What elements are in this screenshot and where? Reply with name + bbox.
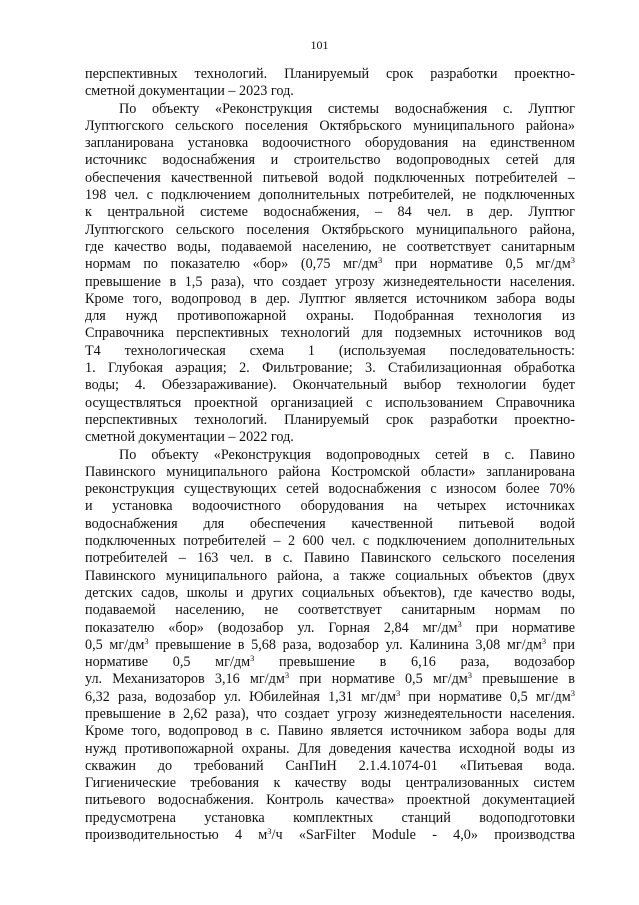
text-line: Кроме того, водопровод в дер. Луптюг является источником забора воды (85, 290, 575, 307)
text-line: нужд противопожарной охраны. Для доведения качества исходной воды из (85, 740, 575, 757)
text-line: превышение в 1,5 раза), что создает угрозу жизнедеятельности населения. (85, 273, 575, 290)
document-body (85, 66, 575, 844)
page-number: 101 (310, 38, 329, 52)
text-line: сметной документации – 2022 год. (85, 429, 294, 446)
text-line: Гигиенические требования к качеству воды централизованных систем (85, 775, 575, 792)
text-line: 1. Глубокая аэрация; 2. Фильтрование; 3. Стабилизационная обработка (85, 360, 575, 377)
text-line: 198 чел. с подключением дополнительных потребителей, не подключенных (85, 187, 575, 204)
text-line: Павинского муниципального района Костромской области» запланирована (85, 463, 575, 480)
text-line: перспективных технологий. Планируемый срок разработки проектно- (85, 411, 575, 428)
text-line: превышение в 2,62 раза), что создает угрозу жизнедеятельности населения. (85, 705, 575, 722)
text-line: потребителей – 163 чел. в с. Павино Павинского сельского поселения (85, 550, 575, 567)
text-line: Т4 технологическая схема 1 (используемая последовательность: (85, 342, 575, 359)
text-line: подключенных потребителей – 2 600 чел. с подключением дополнительных (85, 533, 575, 550)
text-line: запланирована установка водоочистного оборудования на единственном (85, 135, 575, 152)
text-line: По объекту «Реконструкция системы водоснабжения с. Луптюг (119, 100, 575, 117)
text-line: воды; 4. Обеззараживание). Окончательный выбор технологии будет (85, 377, 575, 394)
text-line: Кроме того, водопровод в с. Павино является источником забора воды для (85, 723, 575, 740)
text-line: где качество воды, подаваемой населению, не соответствует санитарным (85, 238, 575, 255)
text-line: осуществляться проектной организацией с использованием Справочника (85, 394, 575, 411)
text-line: к центральной системе водоснабжения, – 84 чел. в дер. Луптюг (85, 204, 575, 221)
text-line: скважин до требований СанПиН 2.1.4.1074-01 «Питьевая вода. (85, 757, 575, 774)
text-line: предусмотрена установка комплектных станций водоподготовки (85, 809, 575, 826)
text-line: питьевого водоснабжения. Контроль качества» проектной документацией (85, 792, 575, 809)
text-line: для нужд противопожарной охраны. Подобранная технология из (85, 308, 575, 325)
text-line: реконструкция существующих сетей водоснабжения с износом более 70% (85, 481, 575, 498)
text-line: и установка водоочистного оборудования на четырех источниках (85, 498, 575, 515)
text-line: водоснабжения для обеспечения качественной питьевой водой (85, 515, 575, 532)
text-line: источникс водоснабжения и строительство водопроводных сетей для (85, 152, 575, 169)
text-line: сметной документации – 2023 год. (85, 83, 294, 100)
text-line: подаваемой населению, не соответствует санитарным нормам по (85, 602, 575, 619)
text-line: Луптюгского сельского поселения Октябрьского муниципального района, (85, 221, 575, 238)
text-line: По объекту «Реконструкция водопроводных сетей в с. Павино (119, 446, 575, 463)
text-line: нормативе 0,5 $мг/дм^3$ превышение в 6,16 раза, водозабор (85, 654, 575, 671)
text-line: Справочника перспективных технологий для подземных источников вод (85, 325, 575, 342)
text-line: нормам по показателю «бор» (0,75 $мг/дм^3$ при нормативе 0,5 $мг/дм^3$ (85, 256, 575, 273)
text-line: 0,5 $мг/дм^3$ превышение в 5,68 раза, водозабор ул. Калинина 3,08 $мг/дм^3$ при (85, 636, 575, 653)
text-line: ул. Механизаторов 3,16 $мг/дм^3$ при нормативе 0,5 $мг/дм^3$ превышение в (85, 671, 575, 688)
text-line: детских садов, школы и других социальных объектов), где качество воды, (85, 584, 575, 601)
text-line: производительностью 4 $м^3/ч$ «SarFilter Module - 4,0» производства (85, 827, 575, 844)
text-line: обеспечения качественной питьевой водой подключенных потребителей – (85, 169, 575, 186)
text-line: 6,32 раза, водозабор ул. Юбилейная 1,31 $мг/дм^3$ при нормативе 0,5 $мг/дм^3$ (85, 688, 575, 705)
text-line: Луптюгского сельского поселения Октябрьского муниципального района» (85, 117, 575, 134)
text-line: перспективных технологий. Планируемый срок разработки проектно- (85, 66, 575, 82)
text-line: показателю «бор» (водозабор ул. Горная 2,84 $мг/дм^3$ при нормативе (85, 619, 575, 636)
text-line: Павинского муниципального района, а также социальных объектов (двух (85, 567, 575, 584)
